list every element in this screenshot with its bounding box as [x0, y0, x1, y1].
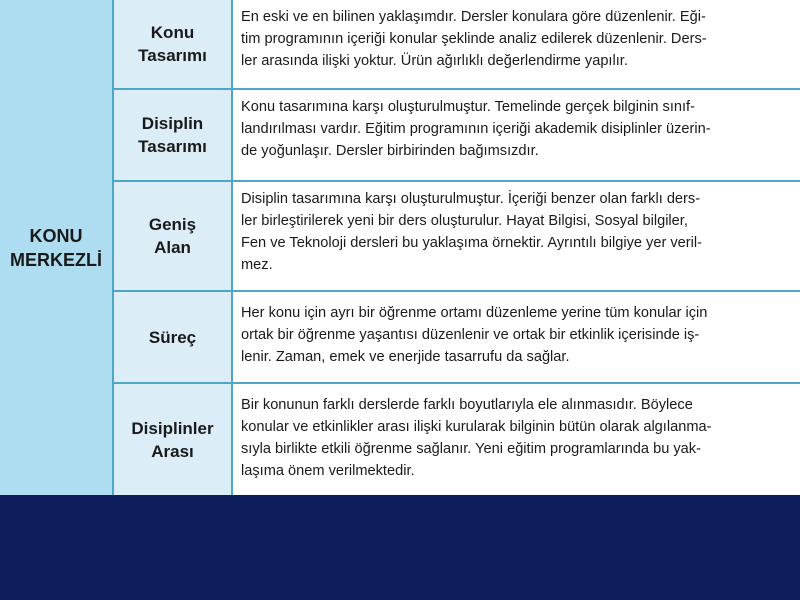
row-title-line1: Konu [150, 23, 195, 42]
row-title [114, 182, 233, 290]
description-line: lenir. Zaman, emek ve enerjide tasarrufu da sağlar. [241, 349, 570, 365]
description-line: Bir konunun farklı derslerde farklı boyutlarıyla ele alınmasıdır. Böylece [241, 397, 693, 413]
category-label-line2: MERKEZLİ [10, 249, 102, 270]
row-description [233, 292, 800, 382]
description-line: Fen ve Teknoloji dersleri bu yaklaşıma örnektir. Ayrıntılı bilgiye yer veril- [241, 235, 702, 251]
row-description [233, 384, 800, 495]
row-title-line1: Disiplin [141, 114, 204, 133]
category-label-line1: KONU [29, 225, 83, 246]
row-title [114, 384, 233, 495]
description-line: laşıma önem verilmektedir. [241, 463, 415, 479]
row-title [114, 0, 233, 88]
row-description [233, 90, 800, 180]
description-line: de yoğunlaşır. Dersler birbirinden bağımsızdır. [241, 143, 539, 159]
description-line: ler birleştirilerek yeni bir ders oluşturulur. Hayat Bilgisi, Sosyal bilgiler, [241, 213, 688, 229]
row-title-line1: Geniş [148, 215, 197, 234]
row-title-line1: Süreç [148, 327, 197, 347]
row-title [114, 90, 233, 180]
row-title [114, 292, 233, 382]
description-line: ortak bir öğrenme yaşantısı düzenlenir ve ortak bir etkinlik içerisinde iş- [241, 327, 700, 343]
description-line: En eski ve en bilinen yaklaşımdır. Dersler konulara göre düzenlenir. Eği- [241, 9, 706, 25]
slide-footer-band [0, 495, 800, 600]
description-line: mez. [241, 257, 273, 273]
row-description [233, 182, 800, 290]
table-row-disiplinler-arasi [114, 384, 800, 495]
row-description [233, 0, 800, 88]
description-line: ler arasında ilişki yoktur. Ürün ağırlıklı değerlendirme yapılır. [241, 53, 628, 69]
description-line: konular ve etkinlikler arası ilişki kurularak bilginin bütün olarak algılanma- [241, 419, 712, 435]
table-row-genis-alan [114, 182, 800, 290]
row-title-line2: Arası [151, 441, 194, 461]
row-title-line2: Tasarımı [138, 137, 207, 156]
description-line: tim programının içeriği konular şeklinde analiz edilerek düzenlenir. Ders- [241, 31, 707, 47]
row-title-line1: Disiplinler [131, 418, 214, 438]
category-cell [0, 0, 114, 495]
table-row-surec [114, 292, 800, 382]
description-line: Konu tasarımına karşı oluşturulmuştur. Temelinde gerçek bilginin sınıf- [241, 99, 695, 115]
row-title-line2: Tasarımı [138, 46, 207, 65]
table-row-konu-tasarimi [114, 0, 800, 88]
description-line: sıyla birlikte etkili öğrenme sağlanır. Yeni eğitim programlarında bu yak- [241, 441, 701, 457]
row-title-line2: Alan [154, 238, 191, 257]
table-row-disiplin-tasarimi [114, 90, 800, 180]
description-line: Disiplin tasarımına karşı oluşturulmuştur. İçeriği benzer olan farklı ders- [241, 191, 701, 207]
description-line: Her konu için ayrı bir öğrenme ortamı düzenleme yerine tüm konular için [241, 305, 708, 321]
description-line: landırılması vardır. Eğitim programının içeriği akademik disiplinler üzerin- [241, 121, 711, 137]
